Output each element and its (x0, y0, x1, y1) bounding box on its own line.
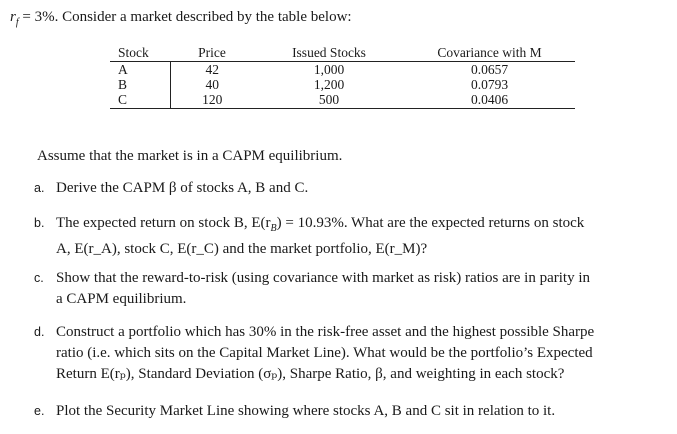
question-d-label: d. (34, 325, 45, 339)
cell-issued: 500 (254, 92, 404, 109)
cell-price: 40 (205, 77, 219, 92)
table-row (110, 92, 575, 109)
intro-text: $r_f = 3\%$. Consider a market described by the table below: (10, 9, 352, 28)
question-c-line2: a CAPM equilibrium. (56, 291, 187, 307)
question-c (34, 268, 590, 310)
question-e-text: Plot the Security Market Line showing where stocks A, B and C sit in relation to it. (56, 403, 556, 419)
table-row (110, 62, 575, 78)
cell-price: 42 (205, 62, 219, 77)
table-header-row (110, 45, 575, 62)
header-covariance: Covariance with M (404, 45, 575, 62)
question-d-line3: Return E(rₚ), Standard Deviation (σₚ), Sharpe Ratio, β, and weighting in each stock? (56, 366, 565, 382)
question-a-text: Derive the CAPM β of stocks A, B and C. (56, 180, 309, 196)
cell-issued: 1,200 (313, 77, 345, 92)
question-b (34, 213, 584, 260)
header-stock: Stock (110, 45, 170, 62)
cell-covariance: 0.0406 (404, 92, 575, 109)
header-issued-stocks: Issued Stocks (254, 45, 404, 62)
question-e (34, 401, 555, 422)
cell-covariance: 0.0793 (470, 77, 509, 92)
question-d-line1: Construct a portfolio which has 30% in the risk-free asset and the highest possible Sharpe (56, 324, 595, 340)
question-b-line2: A, E(r_A), stock C, E(r_C) and the market portfolio, E(r_M)? (56, 241, 428, 257)
cell-stock: B (110, 77, 170, 92)
question-b-label: b. (34, 216, 45, 230)
cell-issued: 1,000 (313, 62, 345, 77)
cell-stock: A (110, 62, 170, 78)
question-b-line1: The expected return on stock B, $E(r_B) = 10.93\%$. What are the expected returns on stock (56, 215, 585, 234)
table-row (110, 77, 575, 92)
question-a-label: a. (34, 181, 45, 195)
cell-stock: C (110, 92, 170, 109)
question-c-line1: Show that the reward-to-risk (using covariance with market as risk) ratios are in parity in (56, 270, 591, 286)
question-e-label: e. (34, 404, 45, 418)
cell-covariance: 0.0657 (470, 62, 509, 77)
assumption-text: Assume that the market is in a CAPM equilibrium. (37, 148, 343, 164)
question-d-line2: ratio (i.e. which sits on the Capital Market Line). What would be the portfolio’s Expected (56, 345, 593, 361)
question-a (34, 178, 308, 199)
question-c-label: c. (34, 271, 44, 285)
header-price: Price (170, 45, 254, 62)
question-d (34, 322, 594, 385)
cell-price: 120 (170, 92, 254, 109)
market-table (110, 45, 575, 109)
